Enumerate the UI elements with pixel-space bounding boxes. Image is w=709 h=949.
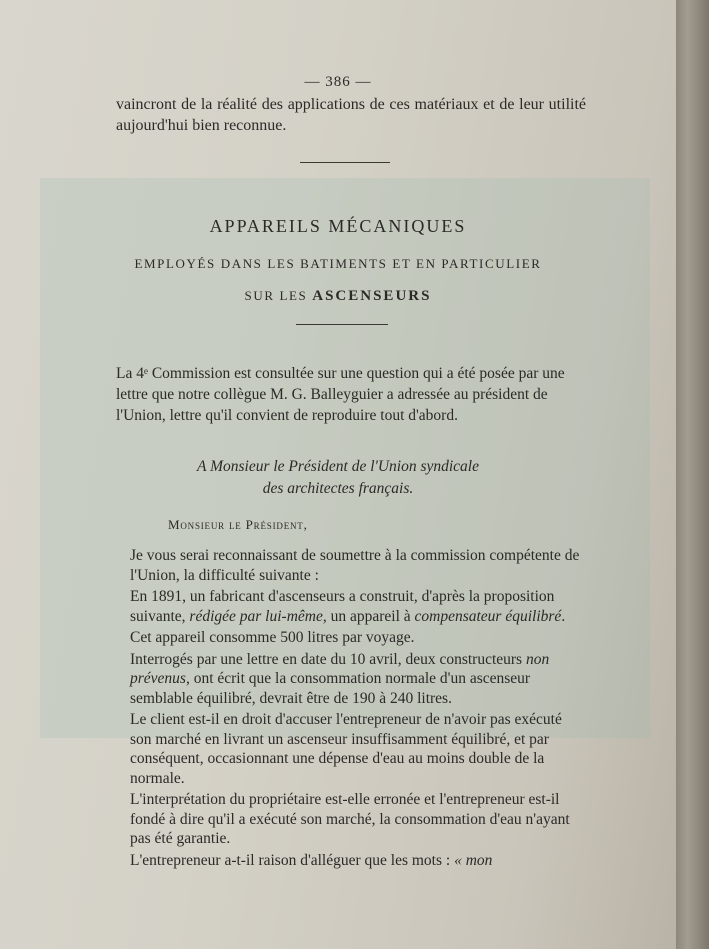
section-subtitle-line3 <box>0 285 676 307</box>
divider-rule-title <box>296 324 388 325</box>
section-title: APPAREILS MÉCANIQUES <box>209 216 467 236</box>
address-line-1: A Monsieur le Président de l'Union syndicale <box>197 458 479 475</box>
p2-emphasis-2: compensateur équilibré <box>414 607 562 625</box>
page-edge <box>676 0 709 949</box>
address-line-2: des architectes français. <box>262 480 414 497</box>
letter-paragraph-3: Cet appareil consomme 500 litres par voyage. <box>130 629 415 646</box>
divider-rule-top <box>300 162 390 163</box>
p4-text-b: , ont écrit que la consommation normale d'un ascenseur semblable équilibré, devrait être de 190 à 240 litres. <box>130 670 531 707</box>
p2-text-b: , un appareil à <box>322 607 415 625</box>
p2-text-a: En 1891, un fabricant d'ascenseurs a construit, d'après la proposition suivante, <box>130 588 555 625</box>
p2-text-c: . <box>561 607 566 625</box>
letter-paragraph-7 <box>130 851 585 871</box>
letter-paragraph-1: Je vous serai reconnaissant de soumettre à la commission compétente de l'Union, la difficulté suivante : <box>130 547 580 584</box>
p4-emphasis: non prévenus <box>130 650 550 687</box>
letter-paragraph-5: Le client est-il en droit d'accuser l'entrepreneur de n'avoir pas exécuté son marché en livrant un ascenseur insuffisamment équilibré, et par conséquent, occasionnant une dépense d'eau au moins double de la normale. <box>130 711 562 787</box>
p7-emphasis: « mon <box>454 851 493 869</box>
top-paragraph: vaincront de la réalité des applications de ces matériaux et de leur utilité aujourd'hui bien reconnue. <box>116 96 586 134</box>
letter-paragraph-2 <box>130 587 585 626</box>
p7-text-a: L'entrepreneur a-t-il raison d'alléguer que les mots : <box>130 851 455 869</box>
section-subtitle: EMPLOYÉS DANS LES BATIMENTS ET EN PARTICULIER <box>134 256 542 271</box>
subtitle-prefix: SUR LES <box>244 288 308 303</box>
letter-paragraph-4 <box>130 650 585 709</box>
salutation: Monsieur le Président, <box>168 517 308 532</box>
page-number: — 386 — <box>304 74 372 90</box>
letter-body <box>130 546 585 872</box>
subtitle-bold-word: ASCENSEURS <box>312 288 432 304</box>
letter-paragraph-6: L'interprétation du propriétaire est-elle erronée et l'entrepreneur est-il fondé à dire qu'il a exécuté son marché, la consommation d'eau n'ayant pas été garantie. <box>130 791 570 847</box>
intro-paragraph: La 4ᵉ Commission est consultée sur une question qui a été posée par une lettre que notre collègue M. G. Balleyguier a adressée au président de l'Union, lettre qu'il convient de reproduire tout d'abord. <box>116 365 565 424</box>
p2-emphasis-1: rédigée par lui-même <box>189 607 323 625</box>
p4-text-a: Interrogés par une lettre en date du 10 avril, deux constructeurs <box>130 650 526 668</box>
